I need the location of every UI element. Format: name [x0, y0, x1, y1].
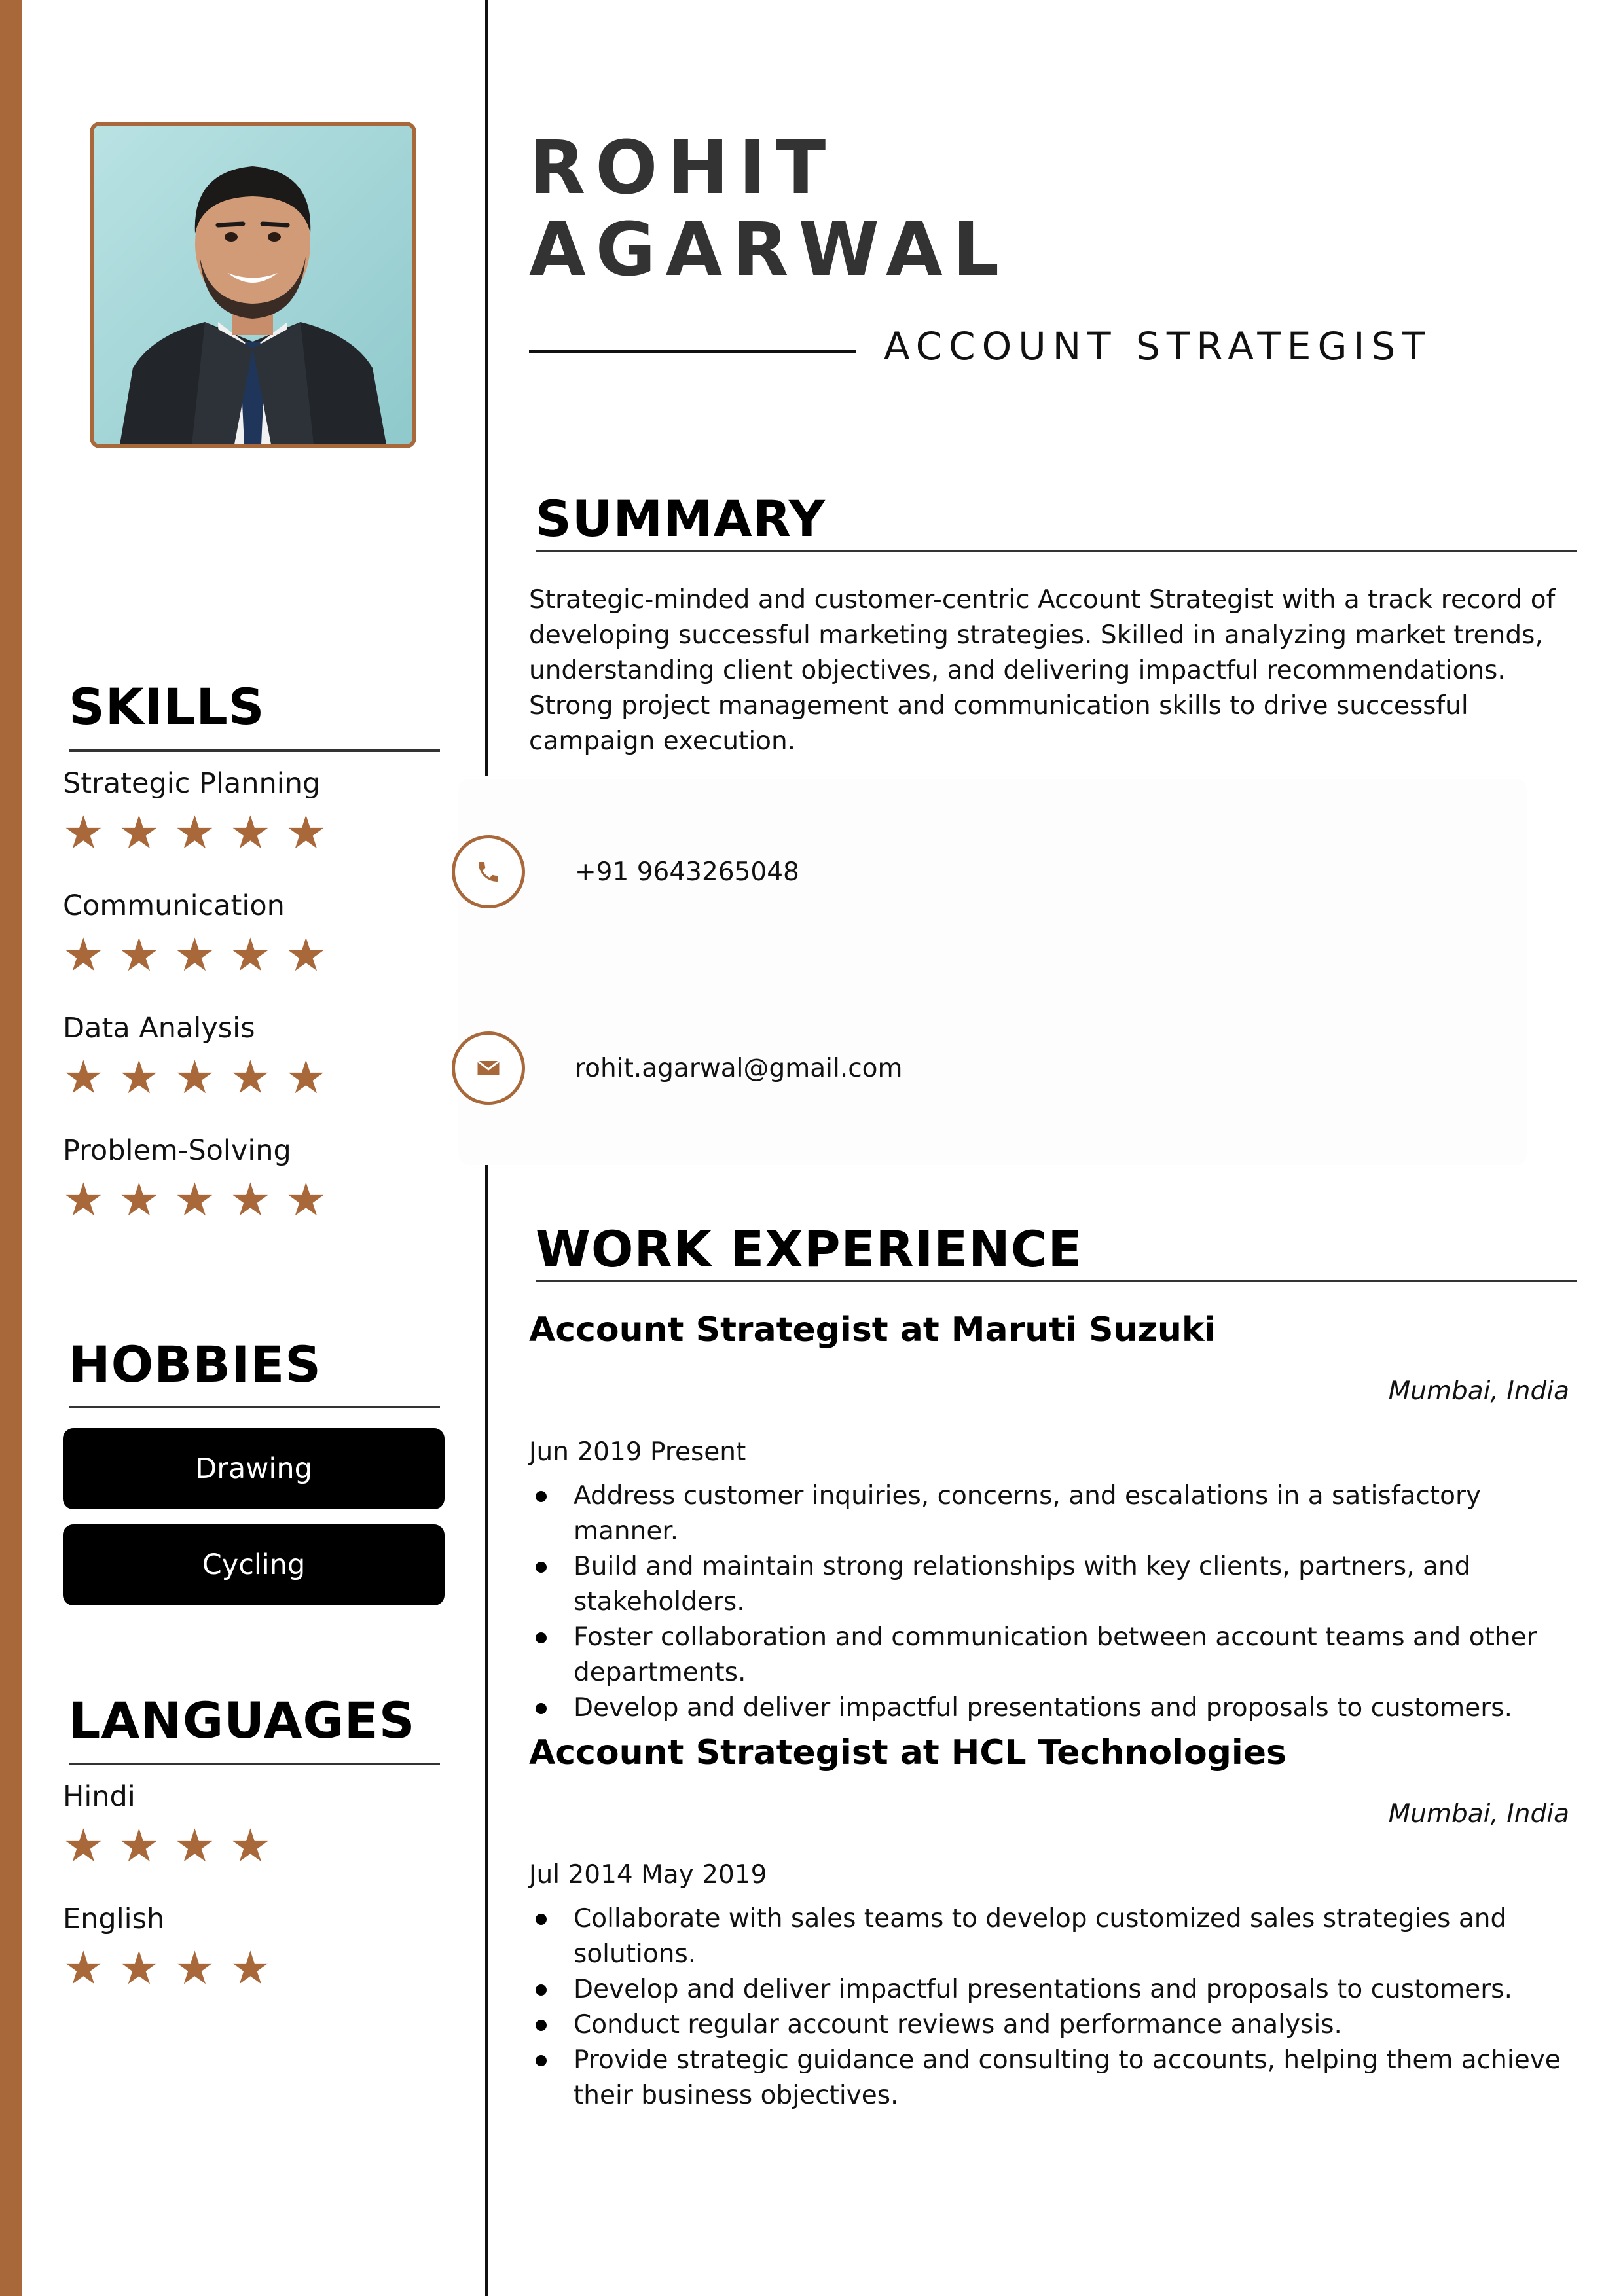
- skill-label: Communication: [63, 889, 285, 922]
- star-icon: ★: [230, 928, 271, 982]
- languages-rule: [69, 1763, 440, 1765]
- skill-rating: [63, 1173, 341, 1227]
- hobby-tag: Drawing: [63, 1428, 445, 1509]
- hobbies-rule: [69, 1406, 440, 1408]
- summary-rule: [536, 550, 1577, 552]
- accent-sidebar-bar: [0, 0, 22, 2296]
- hobbies-heading: HOBBIES: [69, 1335, 321, 1393]
- skills-heading: SKILLS: [69, 677, 265, 736]
- star-icon: ★: [285, 806, 327, 859]
- skills-rule: [69, 749, 440, 752]
- summary-heading: SUMMARY: [536, 490, 826, 548]
- star-icon: ★: [119, 1173, 160, 1227]
- last-name: AGARWAL: [529, 207, 1010, 293]
- star-icon: ★: [174, 1173, 215, 1227]
- column-divider: [485, 1165, 488, 2296]
- hobby-tag: Cycling: [63, 1524, 445, 1605]
- star-icon: ★: [230, 1050, 271, 1104]
- candidate-name: [529, 128, 1118, 291]
- star-icon: ★: [230, 1173, 271, 1227]
- list-item: Foster collaboration and communication between account teams and other departments.: [529, 1620, 1577, 1691]
- star-icon: ★: [63, 928, 104, 982]
- star-icon: ★: [174, 1941, 215, 1995]
- star-icon: ★: [119, 928, 160, 982]
- language-label: Hindi: [63, 1780, 136, 1813]
- star-icon: ★: [174, 1819, 215, 1873]
- star-icon: ★: [285, 1173, 327, 1227]
- skill-rating: [63, 1050, 341, 1104]
- job-location: Mumbai, India: [1388, 1799, 1569, 1829]
- star-icon: ★: [230, 1941, 271, 1995]
- envelope-icon: [452, 1031, 525, 1105]
- star-icon: ★: [119, 806, 160, 859]
- portrait-illustration: [94, 126, 412, 444]
- job-dates: Jun 2019 Present: [529, 1437, 746, 1467]
- column-divider: [485, 0, 488, 776]
- star-icon: ★: [230, 1819, 271, 1873]
- star-icon: ★: [63, 1941, 104, 1995]
- languages-heading: LANGUAGES: [69, 1691, 416, 1749]
- job-title: Account Strategist at HCL Technologies: [529, 1733, 1286, 1772]
- list-item: Address customer inquiries, concerns, and escalations in a satisfactory manner.: [529, 1479, 1577, 1549]
- language-rating: [63, 1819, 285, 1873]
- contact-email: [452, 1031, 903, 1105]
- star-icon: ★: [230, 806, 271, 859]
- star-icon: ★: [285, 1050, 327, 1104]
- list-item: Develop and deliver impactful presentations and proposals to customers.: [529, 1691, 1577, 1726]
- star-icon: ★: [119, 1050, 160, 1104]
- skill-rating: [63, 806, 341, 859]
- title-rule: [529, 350, 856, 353]
- job-dates: Jul 2014 May 2019: [529, 1860, 767, 1890]
- skill-label: Problem-Solving: [63, 1134, 291, 1167]
- star-icon: ★: [174, 806, 215, 859]
- experience-heading: WORK EXPERIENCE: [536, 1220, 1083, 1278]
- first-name: ROHIT: [529, 126, 836, 211]
- skill-label: Strategic Planning: [63, 767, 321, 800]
- job-responsibilities: [529, 1479, 1577, 1726]
- star-icon: ★: [119, 1941, 160, 1995]
- list-item: Collaborate with sales teams to develop customized sales strategies and solutions.: [529, 1901, 1577, 1972]
- profile-photo: [90, 122, 416, 448]
- list-item: Develop and deliver impactful presentations and proposals to customers.: [529, 1972, 1577, 2007]
- job-location: Mumbai, India: [1388, 1376, 1569, 1406]
- star-icon: ★: [285, 928, 327, 982]
- list-item: Conduct regular account reviews and performance analysis.: [529, 2007, 1577, 2043]
- skill-rating: [63, 928, 341, 982]
- list-item: Provide strategic guidance and consulting to accounts, helping them achieve their business objectives.: [529, 2043, 1577, 2113]
- phone-number[interactable]: +91 9643265048: [575, 857, 799, 887]
- star-icon: ★: [174, 928, 215, 982]
- language-rating: [63, 1941, 285, 1995]
- star-icon: ★: [119, 1819, 160, 1873]
- language-label: English: [63, 1903, 165, 1935]
- star-icon: ★: [63, 1173, 104, 1227]
- star-icon: ★: [63, 1050, 104, 1104]
- star-icon: ★: [63, 806, 104, 859]
- experience-rule: [536, 1280, 1577, 1282]
- star-icon: ★: [174, 1050, 215, 1104]
- email-address[interactable]: rohit.agarwal@gmail.com: [575, 1053, 903, 1083]
- list-item: Build and maintain strong relationships with key clients, partners, and stakeholders.: [529, 1549, 1577, 1620]
- job-title: Account Strategist at Maruti Suzuki: [529, 1310, 1216, 1350]
- skill-label: Data Analysis: [63, 1012, 255, 1045]
- star-icon: ★: [63, 1819, 104, 1873]
- job-responsibilities: [529, 1901, 1577, 2113]
- summary-text: Strategic-minded and customer-centric Account Strategist with a track record of developing successful marketing strategies. Skilled in analyzing market trends, understanding client objectives, and delivering impactful recommendations. Strong project management and communication skills to drive successful campaign execution.: [529, 585, 1556, 756]
- contact-phone: [452, 835, 799, 908]
- phone-icon: [452, 835, 525, 908]
- job-title-heading: ACCOUNT STRATEGIST: [884, 324, 1432, 368]
